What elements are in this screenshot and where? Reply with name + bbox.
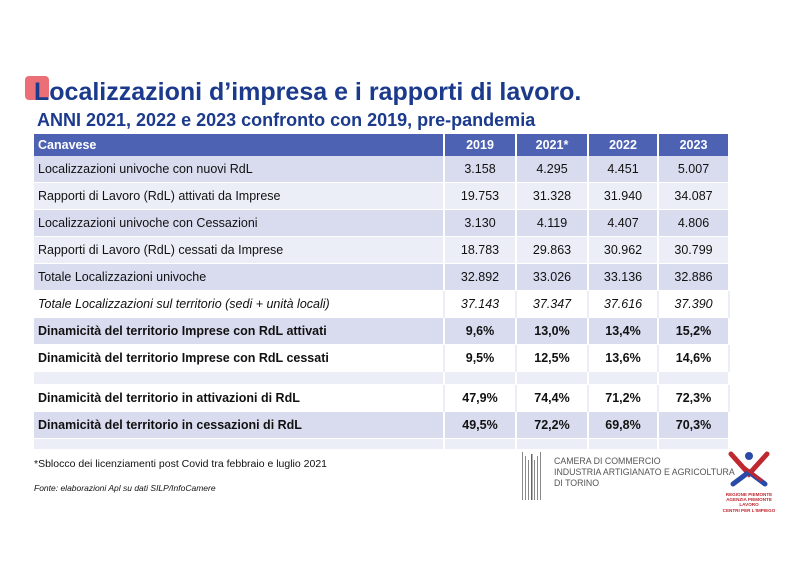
table-header-row — [34, 134, 729, 156]
row-label: Dinamicità del territorio Imprese con RdL cessati — [34, 345, 444, 372]
cell-2023: 14,6% — [658, 345, 729, 372]
cell-2023: 70,3% — [658, 412, 729, 439]
table-spacer-row — [34, 439, 729, 450]
cell-2022: 69,8% — [588, 412, 658, 439]
header-2019: 2019 — [444, 134, 516, 156]
cell-2022: 4.451 — [588, 156, 658, 183]
mole-antonelliana-icon — [520, 452, 546, 500]
cell-2022: 13,4% — [588, 318, 658, 345]
cell-2022: 30.962 — [588, 237, 658, 264]
cell-2022: 37.616 — [588, 291, 658, 318]
camera-commercio-logo — [520, 452, 735, 502]
cell-2021: 13,0% — [516, 318, 588, 345]
table-row — [34, 318, 729, 345]
cell-2023: 5.007 — [658, 156, 729, 183]
cell-2019: 18.783 — [444, 237, 516, 264]
cell-2021: 37.347 — [516, 291, 588, 318]
cell-2021: 31.328 — [516, 183, 588, 210]
table-row — [34, 183, 729, 210]
row-label: Dinamicità del territorio in attivazioni di RdL — [34, 385, 444, 412]
cell-2021: 72,2% — [516, 412, 588, 439]
row-label: Rapporti di Lavoro (RdL) attivati da Imprese — [34, 183, 444, 210]
row-label: Localizzazioni univoche con nuovi RdL — [34, 156, 444, 183]
table-row — [34, 210, 729, 237]
cell-2023: 34.087 — [658, 183, 729, 210]
table-spacer-row — [34, 372, 729, 385]
row-label: Dinamicità del territorio Imprese con RdL attivati — [34, 318, 444, 345]
source-note: Fonte: elaborazioni Apl su dati SILP/InfoCamere — [34, 483, 216, 493]
regione-piemonte-logo — [717, 448, 781, 513]
header-2021: 2021* — [516, 134, 588, 156]
camera-commercio-text: CAMERA DI COMMERCIO INDUSTRIA ARTIGIANATO E AGRICOLTURA DI TORINO — [554, 456, 735, 488]
cell-2022: 13,6% — [588, 345, 658, 372]
cell-2019: 3.158 — [444, 156, 516, 183]
page-title: Localizzazioni d’impresa e i rapporti di lavoro. — [34, 78, 582, 106]
cell-2023: 30.799 — [658, 237, 729, 264]
cell-2023: 37.390 — [658, 291, 729, 318]
cell-2022: 4.407 — [588, 210, 658, 237]
table-row — [34, 264, 729, 291]
cell-2022: 33.136 — [588, 264, 658, 291]
regione-piemonte-text: REGIONE PIEMONTE AGENZIA PIEMONTE LAVORO CENTRI PER L'IMPIEGO — [722, 492, 776, 513]
table-row — [34, 291, 729, 318]
row-label: Totale Localizzazioni sul territorio (sedi + unità locali) — [34, 291, 444, 318]
cell-2021: 29.863 — [516, 237, 588, 264]
cell-2019: 9,6% — [444, 318, 516, 345]
cell-2022: 31.940 — [588, 183, 658, 210]
row-label: Dinamicità del territorio in cessazioni di RdL — [34, 412, 444, 439]
data-table — [34, 134, 730, 450]
table-row — [34, 385, 729, 412]
regione-piemonte-emblem-icon — [717, 448, 781, 492]
header-2022: 2022 — [588, 134, 658, 156]
cell-2023: 15,2% — [658, 318, 729, 345]
cell-2019: 32.892 — [444, 264, 516, 291]
page-subtitle: ANNI 2021, 2022 e 2023 confronto con 2019, pre-pandemia — [37, 110, 536, 130]
cell-2021: 12,5% — [516, 345, 588, 372]
cell-2021: 4.295 — [516, 156, 588, 183]
cell-2021: 4.119 — [516, 210, 588, 237]
cell-2019: 19.753 — [444, 183, 516, 210]
header-territory: Canavese — [34, 134, 444, 156]
cell-2019: 49,5% — [444, 412, 516, 439]
cell-2021: 74,4% — [516, 385, 588, 412]
row-label: Rapporti di Lavoro (RdL) cessati da Imprese — [34, 237, 444, 264]
cell-2022: 71,2% — [588, 385, 658, 412]
cell-2023: 32.886 — [658, 264, 729, 291]
table-row — [34, 345, 729, 372]
table-row — [34, 237, 729, 264]
cell-2019: 47,9% — [444, 385, 516, 412]
cell-2023: 72,3% — [658, 385, 729, 412]
footnote: *Sblocco dei licenziamenti post Covid tra febbraio e luglio 2021 — [34, 458, 328, 470]
cell-2019: 37.143 — [444, 291, 516, 318]
row-label: Totale Localizzazioni univoche — [34, 264, 444, 291]
cell-2019: 9,5% — [444, 345, 516, 372]
cell-2023: 4.806 — [658, 210, 729, 237]
header-2023: 2023 — [658, 134, 729, 156]
row-label: Localizzazioni univoche con Cessazioni — [34, 210, 444, 237]
cell-2021: 33.026 — [516, 264, 588, 291]
cell-2019: 3.130 — [444, 210, 516, 237]
table-row — [34, 412, 729, 439]
table-row — [34, 156, 729, 183]
